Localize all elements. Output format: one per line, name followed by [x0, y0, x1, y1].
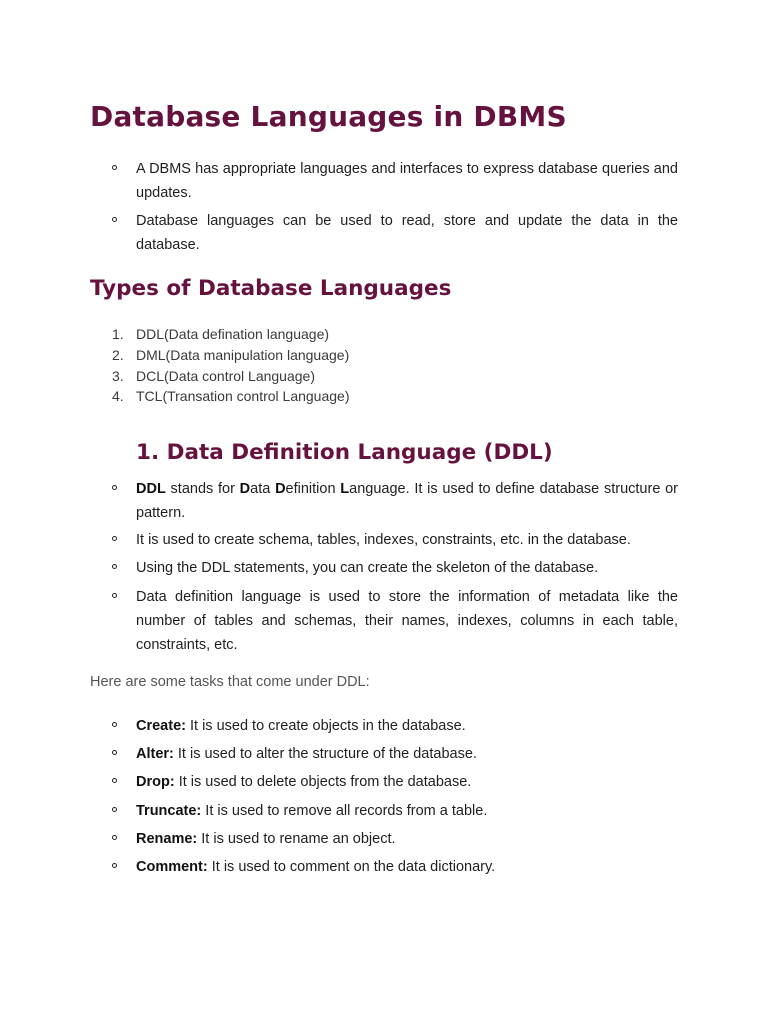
list-item-text: Using the DDL statements, you can create the skeleton of the database. [136, 560, 599, 576]
list-number: 2. [112, 346, 124, 363]
circle-bullet-icon [112, 835, 117, 840]
ddl-term: DDL [136, 481, 166, 497]
text-run-bold: D [275, 481, 286, 497]
list-item-text: DML(Data manipulation language) [136, 346, 350, 363]
list-item-text: It is used to create schema, tables, indexes, constraints, etc. in the database. [136, 532, 631, 548]
tasks-intro-text: Here are some tasks that come under DDL: [90, 674, 370, 690]
list-item-text [136, 770, 678, 794]
task-term: Create: [136, 718, 186, 734]
task-term: Alter: [136, 746, 174, 762]
list-item-text [136, 742, 678, 766]
list-item-text [136, 855, 678, 879]
list-item-text: A DBMS has appropriate languages and interfaces to express database queries and updates. [136, 161, 678, 201]
circle-bullet-icon [112, 165, 117, 170]
circle-bullet-icon [112, 217, 117, 222]
circle-bullet-icon [112, 536, 117, 541]
task-term: Truncate: [136, 803, 202, 819]
section-heading-ddl: 1. Data Definition Language (DDL) [136, 440, 553, 465]
list-item-text: DCL(Data control Language) [136, 367, 315, 384]
list-item-text [136, 827, 678, 851]
task-term: Comment: [136, 859, 208, 875]
text-run: anguage. It is used to define database structure or pattern. [136, 481, 679, 521]
task-description: It is used to delete objects from the database. [174, 774, 472, 790]
list-item-text [136, 477, 678, 525]
text-run: efinition [285, 481, 341, 497]
list-item-text: DDL(Data defination language) [136, 326, 330, 342]
task-description: It is used to create objects in the database. [185, 718, 466, 734]
text-run: ata [250, 481, 276, 497]
circle-bullet-icon [112, 863, 117, 868]
text-run: stands for [165, 481, 240, 497]
list-item-text [136, 714, 678, 738]
list-item-text: Database languages can be used to read, store and update the data in the database. [136, 213, 678, 253]
task-description: It is used to remove all records from a table. [201, 803, 488, 819]
circle-bullet-icon [112, 722, 117, 727]
task-description: It is used to comment on the data dictionary. [207, 859, 496, 875]
circle-bullet-icon [112, 778, 117, 783]
section-heading-types: Types of Database Languages [90, 276, 452, 301]
list-item-text [136, 799, 678, 823]
list-number: 3. [112, 367, 124, 384]
task-term: Rename: [136, 831, 198, 847]
list-item-text: TCL(Transation control Language) [136, 388, 350, 405]
task-description: It is used to alter the structure of the database. [173, 746, 477, 762]
list-number: 4. [112, 388, 124, 405]
circle-bullet-icon [112, 485, 117, 490]
list-number: 1. [112, 326, 124, 342]
text-run-bold: D [239, 481, 251, 497]
circle-bullet-icon [112, 807, 117, 812]
task-term: Drop: [136, 774, 175, 790]
list-item-text: Data definition language is used to store the information of metadata like the number of tables and schemas, their names, indexes, columns in each table, constraints, etc. [136, 589, 678, 653]
circle-bullet-icon [112, 564, 117, 569]
circle-bullet-icon [112, 593, 117, 598]
circle-bullet-icon [112, 750, 117, 755]
text-run-bold: L [340, 481, 350, 497]
task-description: It is used to rename an object. [197, 831, 396, 847]
page-title: Database Languages in DBMS [90, 100, 567, 133]
